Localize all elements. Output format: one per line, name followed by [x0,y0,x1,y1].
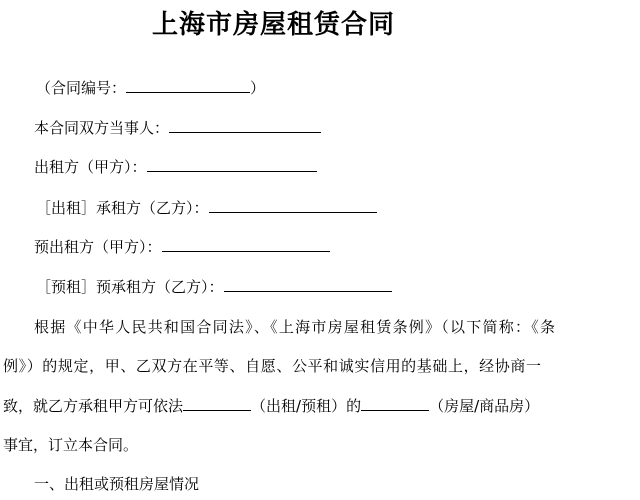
parties-line [34,118,321,138]
section-1-heading: 一、出租或预租房屋情况 [34,475,200,493]
parties-label: 本合同双方当事人： [34,119,170,137]
contract-number-label: （合同编号： [36,79,127,97]
paragraph-line-1: 根据《中华人民共和国合同法》、《上海市房屋租赁条例》（以下简称：《条 [34,318,555,336]
paragraph-line-3-middle: （出租/预租）的 [251,397,362,415]
lessor-line [34,157,317,177]
contract-number-field[interactable] [126,78,250,93]
pre-lessor-line [34,237,330,257]
paragraph-line-3-start: 致，就乙方承租甲方可依法 [3,397,184,415]
paragraph-line-3-end: （房屋/商品房） [429,397,540,415]
paragraph-line-3 [3,396,539,416]
lessee-field[interactable] [209,198,377,213]
property-type-field[interactable] [361,396,429,411]
paragraph-line-4: 事宜，订立本合同。 [3,436,139,454]
pre-lessee-line [36,277,392,297]
pre-lessor-label: 预出租方（甲方）： [34,238,162,256]
lessor-label: 出租方（甲方）： [34,158,147,176]
paragraph-line-2: 例》）的规定，甲、乙双方在平等、自愿、公平和诚实信用的基础上，经协商一 [3,357,541,375]
lessor-field[interactable] [147,157,317,172]
pre-lessee-field[interactable] [224,277,392,292]
pre-lessor-field[interactable] [162,237,330,252]
parties-field[interactable] [169,118,321,133]
lessee-label: ［出租］承租方（乙方）： [36,199,209,217]
lease-type-field[interactable] [183,396,251,411]
lessee-line [36,198,377,218]
contract-number-close: ） [250,79,266,97]
pre-lessee-label: ［预租］预承租方（乙方）： [36,278,224,296]
contract-number-line [36,78,265,98]
document-title: 上海市房屋租赁合同 [152,10,396,40]
